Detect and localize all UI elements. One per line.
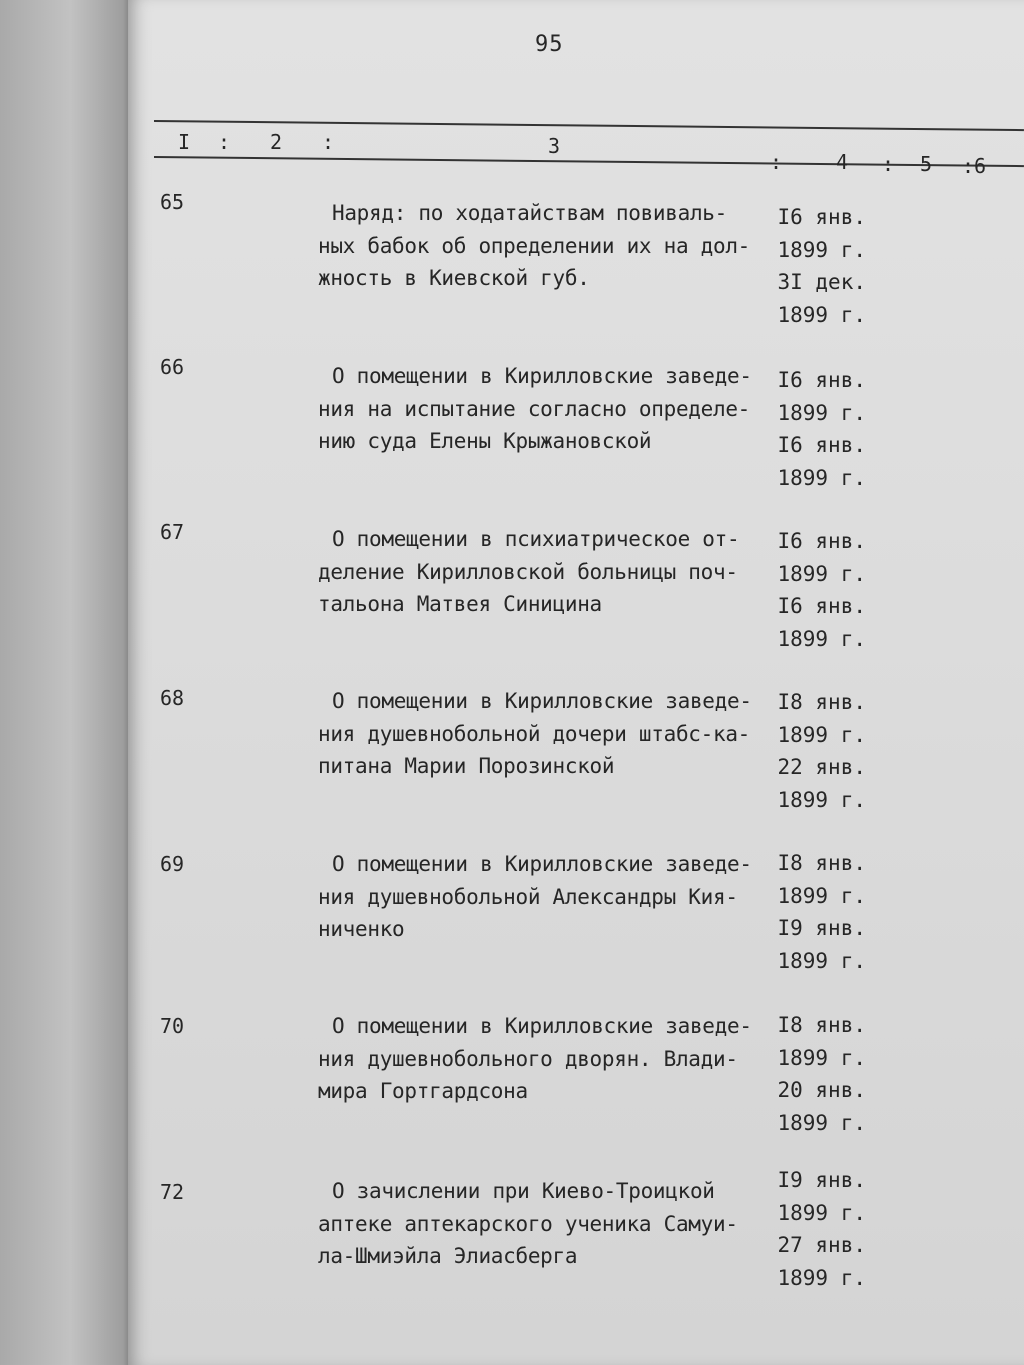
entry-dates xyxy=(770,1009,866,1139)
entry-description xyxy=(318,523,739,621)
entry-date-end-year: 1899 г. xyxy=(777,1265,866,1290)
entry-number: 70 xyxy=(160,1014,185,1038)
entry-line: ния душевнобольной дочери штабс-ка- xyxy=(318,721,751,746)
entry-number: 68 xyxy=(160,686,185,710)
entry-date-start-year: 1899 г. xyxy=(777,237,866,262)
entry-number: 69 xyxy=(160,852,185,876)
entry-line: деление Кирилловской больницы поч- xyxy=(318,559,738,584)
entry-date-start-year: 1899 г. xyxy=(777,561,866,586)
entry-date-start-day: I6 янв. xyxy=(777,205,866,229)
entry-date-start-day: I6 янв. xyxy=(777,529,866,553)
entry-dates xyxy=(770,1164,866,1294)
entry-date-end-year: 1899 г. xyxy=(777,948,866,973)
entry-line: нию суда Елены Крыжановской xyxy=(318,429,652,453)
entry-line: Наряд: по ходатайствам повиваль- xyxy=(332,201,727,225)
entry-line: тальона Матвея Синицина xyxy=(318,592,602,616)
entry-date-end-day: 27 янв. xyxy=(777,1233,866,1257)
entry-line: О помещении в Кирилловские заведе- xyxy=(332,1014,752,1038)
entry-line: аптеке аптекарского ученика Самуи- xyxy=(318,1211,738,1236)
column-3-heading: 3 xyxy=(548,134,561,158)
entry-line: ла-Шмиэйла Элиасберга xyxy=(318,1244,578,1268)
entry-date-end-day: I6 янв. xyxy=(777,594,866,618)
entry-date-end-day: I6 янв. xyxy=(777,433,866,457)
entry-date-start-day: I9 янв. xyxy=(777,1168,866,1192)
column-separator: : xyxy=(770,150,783,174)
previous-page-edge xyxy=(0,0,128,1365)
entry-line: ния душевнобольной Александры Кия- xyxy=(318,884,738,909)
column-separator: : xyxy=(218,130,231,154)
column-separator: : xyxy=(322,130,335,154)
entry-date-start-year: 1899 г. xyxy=(777,400,866,425)
entry-date-end-year: 1899 г. xyxy=(777,626,866,651)
entry-dates xyxy=(770,686,866,816)
entry-date-start-year: 1899 г. xyxy=(777,883,866,908)
entry-dates xyxy=(770,201,866,331)
entry-line: мира Гортгардсона xyxy=(318,1079,528,1103)
entry-line: О помещении в Кирилловские заведе- xyxy=(332,364,752,388)
entry-line: О помещении в Кирилловские заведе- xyxy=(332,852,752,876)
entry-number: 66 xyxy=(160,355,185,379)
entry-date-start-day: I8 янв. xyxy=(777,1013,866,1037)
entry-dates xyxy=(770,364,866,494)
entry-line: питана Марии Порозинской xyxy=(318,754,615,778)
entry-date-end-year: 1899 г. xyxy=(777,465,866,490)
entry-line: ния на испытание согласно определе- xyxy=(318,396,751,421)
entry-description xyxy=(318,685,752,783)
entry-dates xyxy=(770,847,866,977)
column-separator: : xyxy=(882,152,895,176)
entry-date-start-day: I8 янв. xyxy=(777,690,866,714)
entry-description xyxy=(318,360,752,458)
entry-description xyxy=(318,1010,752,1108)
entry-line: ния душевнобольного дворян. Влади- xyxy=(318,1046,738,1071)
entry-date-start-day: I6 янв. xyxy=(777,368,866,392)
entry-date-end-day: 3I дек. xyxy=(777,270,866,294)
entry-date-start-year: 1899 г. xyxy=(777,1045,866,1070)
column-1-heading: I xyxy=(178,130,191,154)
entry-line: О зачислении при Киево-Троицкой xyxy=(332,1179,715,1203)
entry-date-end-day: I9 янв. xyxy=(777,916,866,940)
entry-date-start-day: I8 янв. xyxy=(777,851,866,875)
column-5-heading: 5 xyxy=(920,152,933,176)
column-2-heading: 2 xyxy=(270,130,283,154)
page-number: 95 xyxy=(535,32,564,57)
entry-date-end-year: 1899 г. xyxy=(777,1110,866,1135)
entry-number: 65 xyxy=(160,190,185,214)
entry-dates xyxy=(770,525,866,655)
entry-description xyxy=(318,848,752,946)
entry-date-start-year: 1899 г. xyxy=(777,1200,866,1225)
entry-date-start-year: 1899 г. xyxy=(777,722,866,747)
entry-description xyxy=(318,197,750,295)
entry-number: 72 xyxy=(160,1180,185,1204)
entry-date-end-year: 1899 г. xyxy=(777,302,866,327)
entry-line: О помещении в Кирилловские заведе- xyxy=(332,689,752,713)
column-6-heading: :6 xyxy=(962,154,987,178)
entry-line: жность в Киевской губ. xyxy=(318,266,590,290)
column-4-heading: 4 xyxy=(836,150,849,174)
entry-line: ных бабок об определении их на дол- xyxy=(318,233,751,258)
entry-date-end-year: 1899 г. xyxy=(777,787,866,812)
entry-date-end-day: 22 янв. xyxy=(777,755,866,779)
entry-description xyxy=(318,1175,738,1273)
entry-line: О помещении в психиатрическое от- xyxy=(332,527,740,551)
entry-date-end-day: 20 янв. xyxy=(777,1078,866,1102)
entry-number: 67 xyxy=(160,520,185,544)
entry-line: ниченко xyxy=(318,917,405,941)
